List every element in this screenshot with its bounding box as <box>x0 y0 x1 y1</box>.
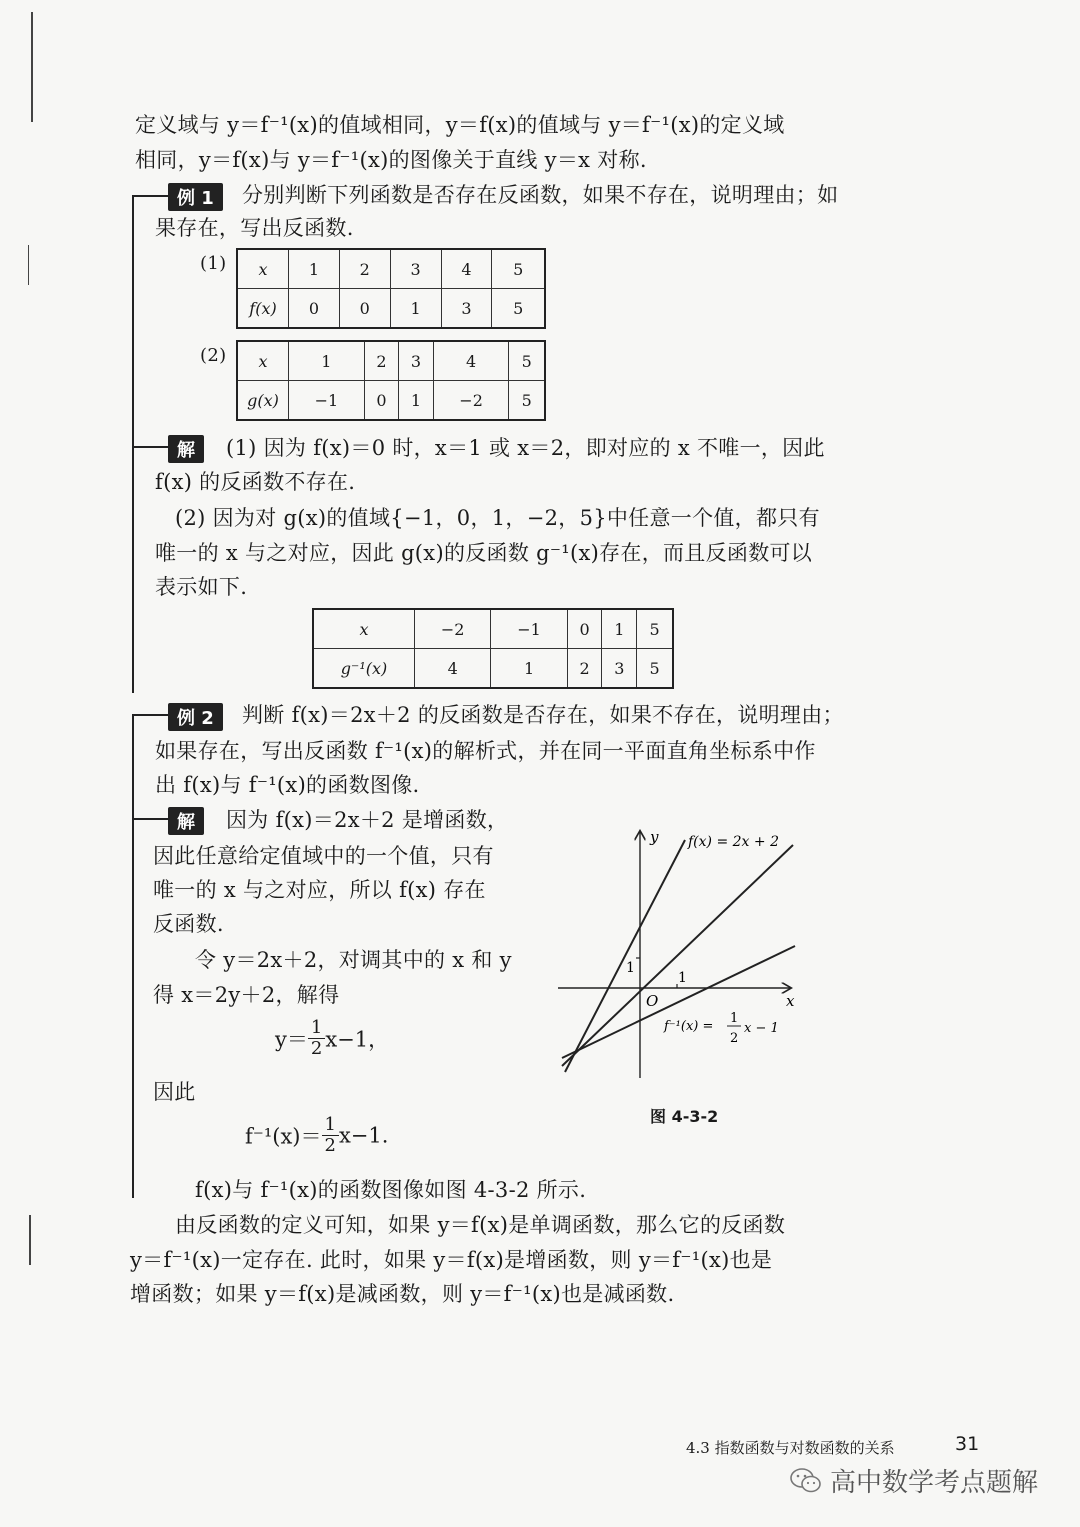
table-cell: −1 <box>491 609 567 649</box>
example-1-tag: 例 1 <box>168 183 223 211</box>
table-cell: g(x) <box>237 381 289 421</box>
table-cell: 1 <box>289 249 340 289</box>
example-2-line-3: 出 f(x)与 f⁻¹(x)的函数图像. <box>155 773 420 797</box>
table-cell: x <box>237 249 289 289</box>
example-1-solution-line-2: f(x) 的反函数不存在. <box>155 470 356 494</box>
example-1-solution-tag: 解 <box>168 435 204 463</box>
therefore-text: 因此 <box>153 1080 196 1104</box>
page-edge-mark <box>31 12 33 122</box>
example-2-solution-line-1: 因为 f(x)＝2x＋2 是增函数， <box>226 808 509 832</box>
table-cell: 5 <box>492 289 545 329</box>
function-graph-figure <box>550 820 810 1085</box>
table-cell: 5 <box>509 381 545 421</box>
y-tick-label: 1 <box>626 960 635 976</box>
table-cell: f(x) <box>237 289 289 329</box>
f-inverse-label-pre: f⁻¹(x) = <box>664 1019 714 1034</box>
conclusion-line-2: y＝f⁻¹(x)一定存在. 此时，如果 y＝f(x)是增函数，则 y＝f⁻¹(x)也是 <box>130 1248 773 1272</box>
example-1-solution-line-4: 唯一的 x 与之对应，因此 g(x)的反函数 g⁻¹(x)存在，而且反函数可以 <box>155 541 813 565</box>
table-cell: 5 <box>492 249 545 289</box>
table-cell: 2 <box>364 341 398 381</box>
equation-1-right: x−1， <box>325 1027 390 1052</box>
f-inverse-label-den: 2 <box>730 1031 739 1046</box>
fraction-numerator: 1 <box>322 1115 339 1136</box>
watermark-text: 高中数学考点题解 <box>830 1468 1039 1498</box>
example-1-bracket <box>132 195 134 693</box>
footer-section-title: 4.3 指数函数与对数函数的关系 <box>686 1439 895 1457</box>
example-1-solution-mark <box>132 446 168 448</box>
table-cell: x <box>237 341 289 381</box>
intro-line-2: 相同，y＝f(x)与 y＝f⁻¹(x)的图像关于直线 y＝x 对称. <box>135 148 647 172</box>
equation-2 <box>245 1115 388 1156</box>
equation-2-left: f⁻¹(x)＝ <box>245 1124 322 1149</box>
table-cell: 1 <box>399 381 433 421</box>
table-cell: g⁻¹(x) <box>313 649 415 689</box>
page-edge-mark <box>29 1215 31 1265</box>
table-cell: 3 <box>441 289 492 329</box>
table-cell: 3 <box>390 249 441 289</box>
fraction-denominator: 2 <box>310 1038 323 1059</box>
equation-1-fraction <box>308 1018 325 1059</box>
table-cell: −1 <box>289 381 365 421</box>
example-1-solution-line-3: (2) 因为对 g(x)的值域{−1，0，1，−2，5}中任意一个值，都只有 <box>175 506 820 530</box>
equation-1 <box>275 1018 389 1059</box>
table-1-label: (1) <box>200 253 227 274</box>
table-cell: 1 <box>602 609 637 649</box>
example-2-solution-tag: 解 <box>168 807 204 835</box>
page-edge-mark <box>28 245 29 285</box>
wechat-icon <box>790 1467 822 1495</box>
example-2-solution-line-3: 唯一的 x 与之对应，所以 f(x) 存在 <box>153 878 486 902</box>
table-cell: 3 <box>602 649 637 689</box>
table-cell: 0 <box>289 289 340 329</box>
table-cell: 4 <box>441 249 492 289</box>
table-3 <box>312 608 674 689</box>
intro-line-1: 定义域与 y＝f⁻¹(x)的值域相同，y＝f(x)的值域与 y＝f⁻¹(x)的定义域 <box>135 113 785 137</box>
example-2-tag: 例 2 <box>168 703 223 731</box>
table-1 <box>236 248 546 329</box>
y-axis-label: y <box>650 828 659 846</box>
table-cell: 4 <box>415 649 491 689</box>
table-cell: 5 <box>637 649 673 689</box>
example-2-solution-line-5: 令 y＝2x＋2，对调其中的 x 和 y <box>195 948 512 972</box>
table-cell: 4 <box>433 341 509 381</box>
f-inverse-label-post: x − 1 <box>744 1021 779 1036</box>
conclusion-line-3: 增函数；如果 y＝f(x)是减函数，则 y＝f⁻¹(x)也是减函数. <box>130 1282 675 1306</box>
f-label: f(x) = 2x + 2 <box>688 834 779 850</box>
table-cell: 0 <box>567 609 602 649</box>
example-2-solution-line-2: 因此任意给定值域中的一个值，只有 <box>153 844 494 868</box>
table-cell: 1 <box>491 649 567 689</box>
fraction-denominator: 2 <box>324 1135 336 1156</box>
example-2-final-line: f(x)与 f⁻¹(x)的函数图像如图 4-3-2 所示. <box>195 1178 587 1202</box>
table-cell: 1 <box>289 341 365 381</box>
example-2-solution-mark <box>132 818 168 820</box>
example-2-bracket-top <box>132 714 168 716</box>
table-cell: 0 <box>339 289 390 329</box>
origin-label: O <box>646 992 659 1010</box>
example-1-solution-line-5: 表示如下. <box>155 575 248 599</box>
table-cell: −2 <box>433 381 509 421</box>
example-1-line-2: 果存在，写出反函数. <box>155 216 354 240</box>
table-cell: 3 <box>399 341 433 381</box>
x-tick-label: 1 <box>678 970 687 986</box>
example-1-bracket-top <box>132 195 168 197</box>
conclusion-line-1: 由反函数的定义可知，如果 y＝f(x)是单调函数，那么它的反函数 <box>175 1213 786 1237</box>
page-number: 31 <box>955 1433 980 1455</box>
table-cell: x <box>313 609 415 649</box>
example-1-solution-line-1: (1) 因为 f(x)＝0 时，x＝1 或 x＝2，即对应的 x 不唯一，因此 <box>226 436 825 460</box>
table-cell: 1 <box>390 289 441 329</box>
f-inverse-label-num: 1 <box>730 1011 739 1026</box>
example-2-bracket <box>132 714 134 1198</box>
fraction-numerator: 1 <box>308 1018 325 1039</box>
equation-2-fraction <box>322 1115 339 1156</box>
watermark <box>790 1462 1038 1499</box>
table-cell: 2 <box>339 249 390 289</box>
line-f-inverse <box>562 946 795 1058</box>
equation-1-left: y＝ <box>275 1027 308 1052</box>
line-f <box>565 840 685 1072</box>
table-2 <box>236 340 546 421</box>
table-cell: 5 <box>509 341 545 381</box>
equation-2-right: x−1. <box>338 1123 389 1148</box>
example-2-line-1: 判断 f(x)＝2x＋2 的反函数是否存在，如果不存在，说明理由； <box>242 703 844 727</box>
table-cell: 0 <box>364 381 398 421</box>
example-2-line-2: 如果存在，写出反函数 f⁻¹(x)的解析式，并在同一平面直角坐标系中作 <box>155 739 816 763</box>
table-cell: 2 <box>567 649 602 689</box>
x-axis-label: x <box>786 992 795 1010</box>
table-cell: −2 <box>415 609 491 649</box>
figure-caption: 图 4-3-2 <box>650 1107 719 1126</box>
table-cell: 5 <box>637 609 673 649</box>
table-2-label: (2) <box>200 345 227 366</box>
example-2-solution-line-6: 得 x＝2y＋2，解得 <box>153 983 340 1007</box>
example-2-solution-line-4: 反函数. <box>153 912 224 936</box>
example-1-line-1: 分别判断下列函数是否存在反函数，如果不存在，说明理由；如 <box>242 183 839 207</box>
